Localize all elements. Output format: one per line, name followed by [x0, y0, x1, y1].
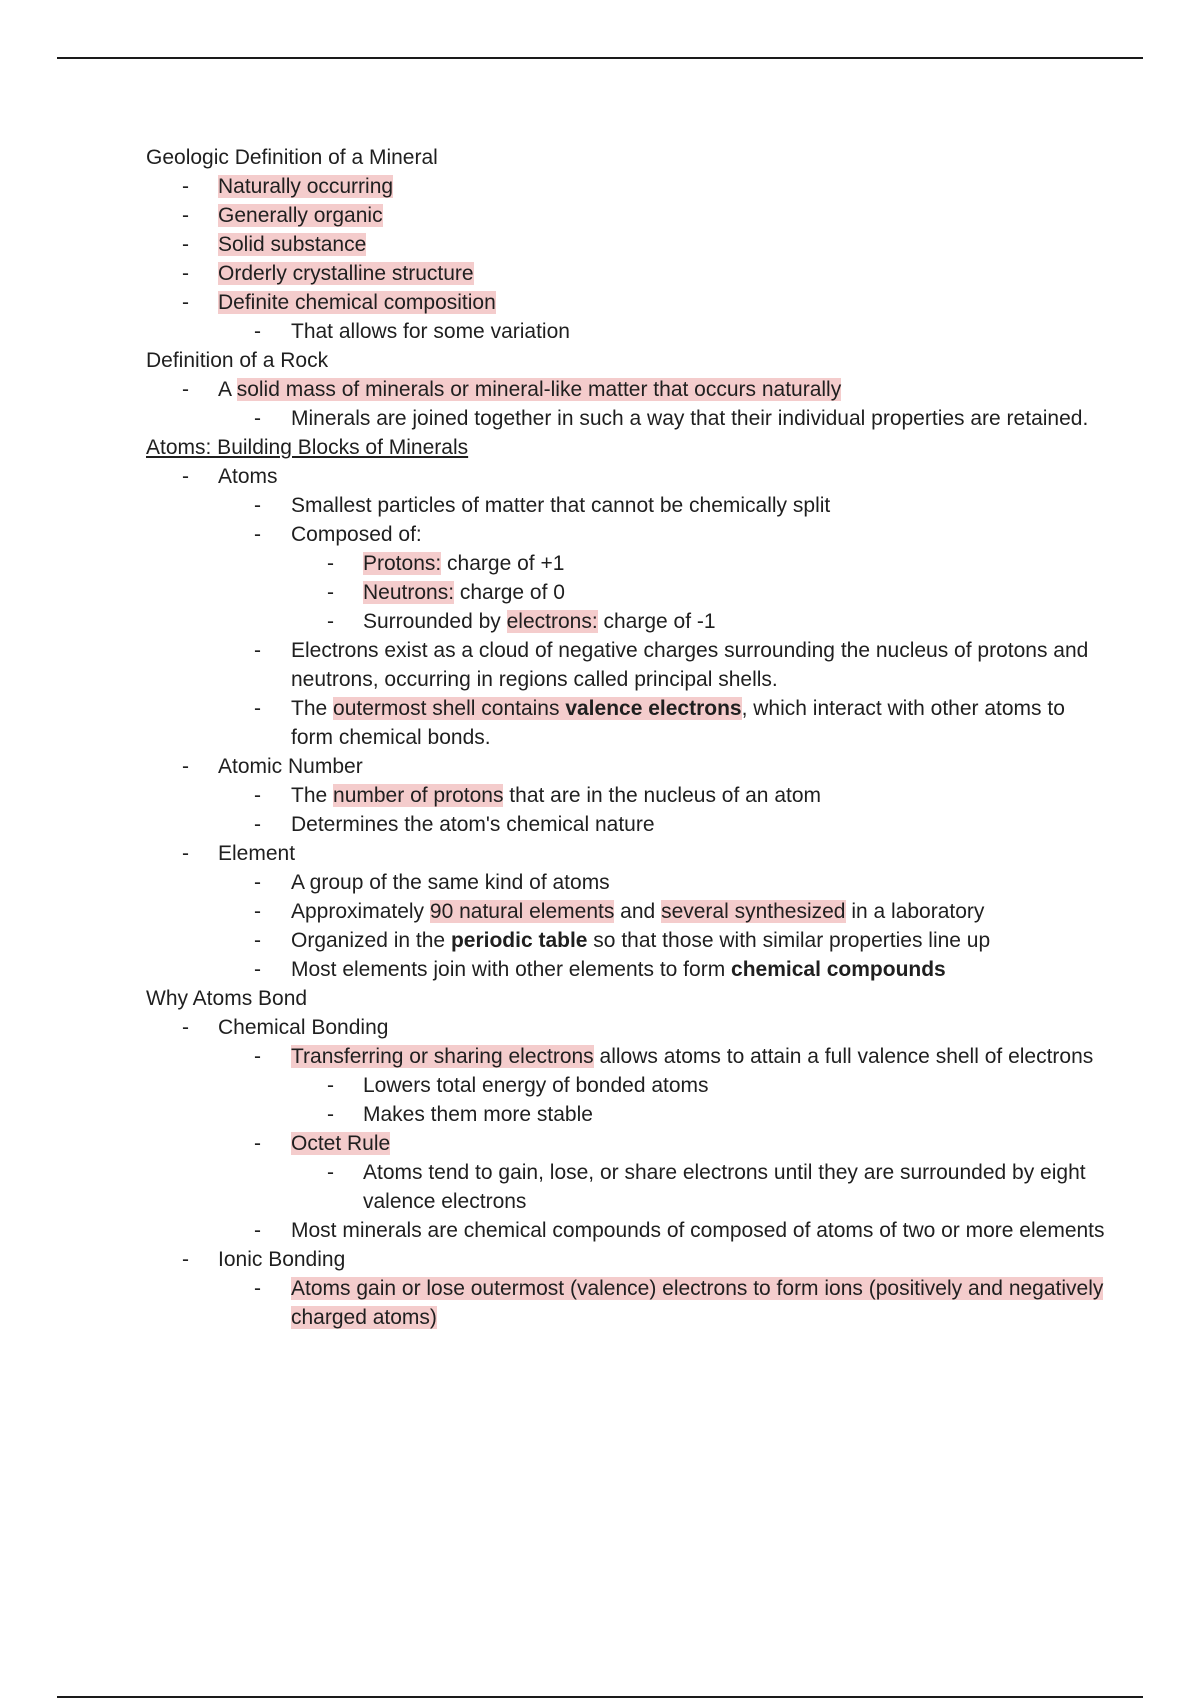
text-run: Atoms: Building Blocks of Minerals [146, 436, 469, 459]
highlighted-text: Definite chemical composition [218, 291, 496, 314]
bullet-dash: - [254, 929, 261, 952]
bullet-item [146, 1158, 1106, 1216]
text-run: A group of the same kind of atoms [291, 871, 610, 894]
bullet-dash: - [182, 755, 189, 778]
bullet-item [146, 462, 1106, 491]
text-run: that are in the nucleus of an atom [503, 784, 822, 807]
bullet-item [146, 926, 1106, 955]
bullet-item [146, 230, 1106, 259]
bullet-item [146, 375, 1106, 404]
bullet-dash: - [254, 494, 261, 517]
text-run: in a laboratory [845, 900, 985, 923]
text-run: periodic table [450, 929, 588, 952]
bullet-dash: - [254, 1132, 261, 1155]
highlighted-text: electrons: [506, 610, 598, 633]
bullet-dash: - [254, 1045, 261, 1068]
bullet-item [146, 781, 1106, 810]
bullet-item [146, 259, 1106, 288]
bottom-rule [57, 1696, 1143, 1698]
text-run: Definition of a Rock [146, 349, 329, 372]
bullet-dash: - [327, 610, 334, 633]
bullet-dash: - [182, 1016, 189, 1039]
bullet-dash: - [182, 842, 189, 865]
bullet-item [146, 578, 1106, 607]
bullet-item [146, 897, 1106, 926]
text-run: and [614, 900, 662, 923]
bullet-dash: - [327, 1103, 334, 1126]
highlighted-text: Protons: [363, 552, 442, 575]
bullet-item [146, 607, 1106, 636]
bullet-item [146, 549, 1106, 578]
text-run: Minerals are joined together in such a way that their individual properties are retained. [291, 407, 1089, 430]
highlighted-text: 90 natural elements [429, 900, 615, 923]
bullet-dash: - [254, 871, 261, 894]
document-body [146, 143, 1106, 1332]
highlighted-text: number of protons [333, 784, 504, 807]
highlighted-text: Neutrons: [363, 581, 455, 604]
bullet-dash: - [254, 697, 261, 720]
bullet-dash: - [254, 900, 261, 923]
text-run: Makes them more stable [363, 1103, 593, 1126]
text-run: Ionic Bonding [218, 1248, 346, 1271]
text-run: Most minerals are chemical compounds of composed of atoms of two or more elements [291, 1219, 1105, 1242]
bullet-item [146, 1013, 1106, 1042]
bullet-item [146, 172, 1106, 201]
bullet-dash: - [254, 523, 261, 546]
text-run: chemical compounds [731, 958, 946, 981]
section-heading [146, 984, 1106, 1013]
bullet-dash: - [182, 465, 189, 488]
text-run: Organized in the [291, 929, 451, 952]
text-run: Atoms tend to gain, lose, or share electrons until they are surrounded by eight valence electrons [363, 1161, 1086, 1213]
highlighted-text: Transferring or sharing electrons [291, 1045, 594, 1068]
section-heading [146, 346, 1106, 375]
bullet-dash: - [327, 581, 334, 604]
highlighted-text: valence electrons [565, 697, 742, 720]
bullet-item [146, 520, 1106, 549]
section-heading [146, 433, 1106, 462]
bullet-item [146, 317, 1106, 346]
text-run: Atomic Number [218, 755, 363, 778]
bullet-dash: - [254, 1219, 261, 1242]
bullet-dash: - [254, 320, 261, 343]
bullet-item [146, 491, 1106, 520]
bullet-dash: - [182, 378, 189, 401]
text-run: Composed of: [291, 523, 422, 546]
text-run: , which interact with other atoms to form chemical bonds. [291, 697, 1065, 749]
bullet-item [146, 201, 1106, 230]
bullet-item [146, 636, 1106, 694]
bullet-dash: - [254, 784, 261, 807]
bullet-item [146, 288, 1106, 317]
bullet-item [146, 752, 1106, 781]
text-run: charge of +1 [441, 552, 565, 575]
bullet-dash: - [182, 204, 189, 227]
bullet-dash: - [182, 291, 189, 314]
bullet-item [146, 810, 1106, 839]
highlighted-text: Solid substance [218, 233, 367, 256]
highlighted-text: Generally organic [218, 204, 383, 227]
bullet-item [146, 1042, 1106, 1071]
text-run: Element [218, 842, 296, 865]
bullet-dash: - [182, 233, 189, 256]
highlighted-text: Octet Rule [291, 1132, 391, 1155]
text-run: Smallest particles of matter that cannot be chemically split [291, 494, 831, 517]
text-run: Surrounded by [363, 610, 507, 633]
bullet-dash: - [327, 552, 334, 575]
text-run: Geologic Definition of a Mineral [146, 146, 438, 169]
bullet-item [146, 955, 1106, 984]
highlighted-text: solid mass of minerals or mineral-like matter that occurs naturally [236, 378, 842, 401]
text-run: Most elements join with other elements to form [291, 958, 732, 981]
bullet-item [146, 868, 1106, 897]
text-run: so that those with similar properties line up [587, 929, 991, 952]
bullet-dash: - [182, 175, 189, 198]
bullet-dash: - [254, 407, 261, 430]
bullet-item [146, 1274, 1106, 1332]
bullet-dash: - [254, 1277, 261, 1300]
bullet-dash: - [182, 1248, 189, 1271]
section-heading [146, 143, 1106, 172]
text-run: Determines the atom's chemical nature [291, 813, 655, 836]
bullet-item [146, 694, 1106, 752]
text-run: Approximately [291, 900, 430, 923]
highlighted-text: several synthesized [661, 900, 846, 923]
bullet-dash: - [327, 1161, 334, 1184]
text-run: Lowers total energy of bonded atoms [363, 1074, 709, 1097]
bullet-dash: - [254, 813, 261, 836]
text-run: The [291, 784, 334, 807]
text-run: charge of 0 [454, 581, 565, 604]
bullet-item [146, 1245, 1106, 1274]
text-run: Why Atoms Bond [146, 987, 308, 1010]
bullet-item [146, 1216, 1106, 1245]
bullet-item [146, 404, 1106, 433]
highlighted-text: Orderly crystalline structure [218, 262, 474, 285]
text-run: The [291, 697, 334, 720]
text-run: Chemical Bonding [218, 1016, 389, 1039]
bullet-item [146, 839, 1106, 868]
top-rule [57, 57, 1143, 59]
highlighted-text: Naturally occurring [218, 175, 394, 198]
text-run: A [218, 378, 237, 401]
text-run: charge of -1 [597, 610, 716, 633]
text-run: allows atoms to attain a full valence shell of electrons [593, 1045, 1094, 1068]
text-run: Electrons exist as a cloud of negative charges surrounding the nucleus of protons and neutrons, occurring in regions called principal shells. [291, 639, 1089, 691]
bullet-dash: - [254, 639, 261, 662]
bullet-dash: - [254, 958, 261, 981]
bullet-item [146, 1071, 1106, 1100]
bullet-item [146, 1129, 1106, 1158]
bullet-item [146, 1100, 1106, 1129]
bullet-dash: - [327, 1074, 334, 1097]
highlighted-text: outermost shell contains [333, 697, 566, 720]
bullet-dash: - [182, 262, 189, 285]
text-run: Atoms [218, 465, 278, 488]
text-run: That allows for some variation [291, 320, 570, 343]
highlighted-text: Atoms gain or lose outermost (valence) electrons to form ions (positively and negatively charged atoms) [291, 1277, 1104, 1329]
